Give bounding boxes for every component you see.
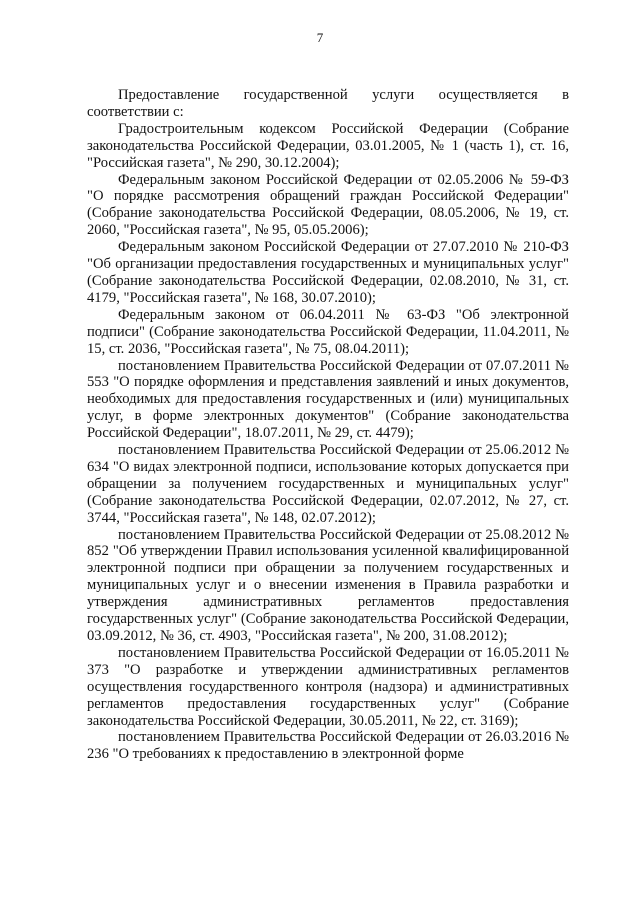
intro-paragraph: Предоставление государственной услуги осуществляется в соответствии с:	[87, 87, 569, 120]
list-item: Градостроительным кодексом Российской Федерации (Собрание законодательства Российской Федерации, 03.01.2005, № 1 (часть 1), ст. 16, "Российская газета", № 290, 30.12.2004);	[87, 120, 569, 171]
list-item: постановлением Правительства Российской Федерации от 25.06.2012 № 634 "О видах электронной подписи, использование которых допускается при обращении за получением государственных и муниципальных услуг" (Собрание законодательства Российской Федерации, 02.07.2012, № 27, ст. 3744, "Российская газета", № 148, 02.07.2012);	[87, 442, 569, 526]
list-item: постановлением Правительства Российской Федерации от 26.03.2016 № 236 "О требованиях к предоставлению в электронной форме	[87, 729, 569, 763]
list-item: постановлением Правительства Российской Федерации от 16.05.2011 № 373 "О разработке и утверждении административных регламентов осуществления государственного контроля (надзора) и административных регламентов предоставления государственных услуг" (Собрание законодательства Российской Федерации, 30.05.2011, № 22, ст. 3169);	[87, 644, 569, 729]
list-item: Федеральным законом Российской Федерации от 02.05.2006 № 59-ФЗ "О порядке рассмотрения обращений граждан Российской Федерации" (Собрание законодательства Российской Федерации, 08.05.2006, № 19, ст. 2060, "Российская газета", № 95, 05.05.2006);	[87, 171, 569, 239]
list-item: постановлением Правительства Российской Федерации от 25.08.2012 № 852 "Об утверждении Правил использования усиленной квалифицированной электронной подписи при обращении за получением государственных и муниципальных услуг и о внесении изменения в Правила разработки и утверждения административных регламентов предоставления государственных услуг" (Собрание законодательства Российской Федерации, 03.09.2012, № 36, ст. 4903, "Российская газета", № 200, 31.08.2012);	[87, 526, 569, 644]
list-item: Федеральным законом от 06.04.2011 № 63-ФЗ "Об электронной подписи" (Собрание законодательства Российской Федерации, 11.04.2011, № 15, ст. 2036, "Российская газета", № 75, 08.04.2011);	[87, 306, 569, 357]
list-item: Федеральным законом Российской Федерации от 27.07.2010 № 210-ФЗ "Об организации предоставления государственных и муниципальных услуг" (Собрание законодательства Российской Федерации, 02.08.2010, № 31, ст. 4179, "Российская газета", № 168, 30.07.2010);	[87, 239, 569, 306]
page-number: 7	[316, 30, 324, 45]
list-item: постановлением Правительства Российской Федерации от 07.07.2011 № 553 "О порядке оформления и представления заявлений и иных документов, необходимых для предоставления государственных и (или) муниципальных услуг, в форме электронных документов" (Собрание законодательства Российской Федерации", 18.07.2011, № 29, ст. 4479);	[87, 357, 569, 442]
legal-basis-list	[87, 87, 569, 763]
